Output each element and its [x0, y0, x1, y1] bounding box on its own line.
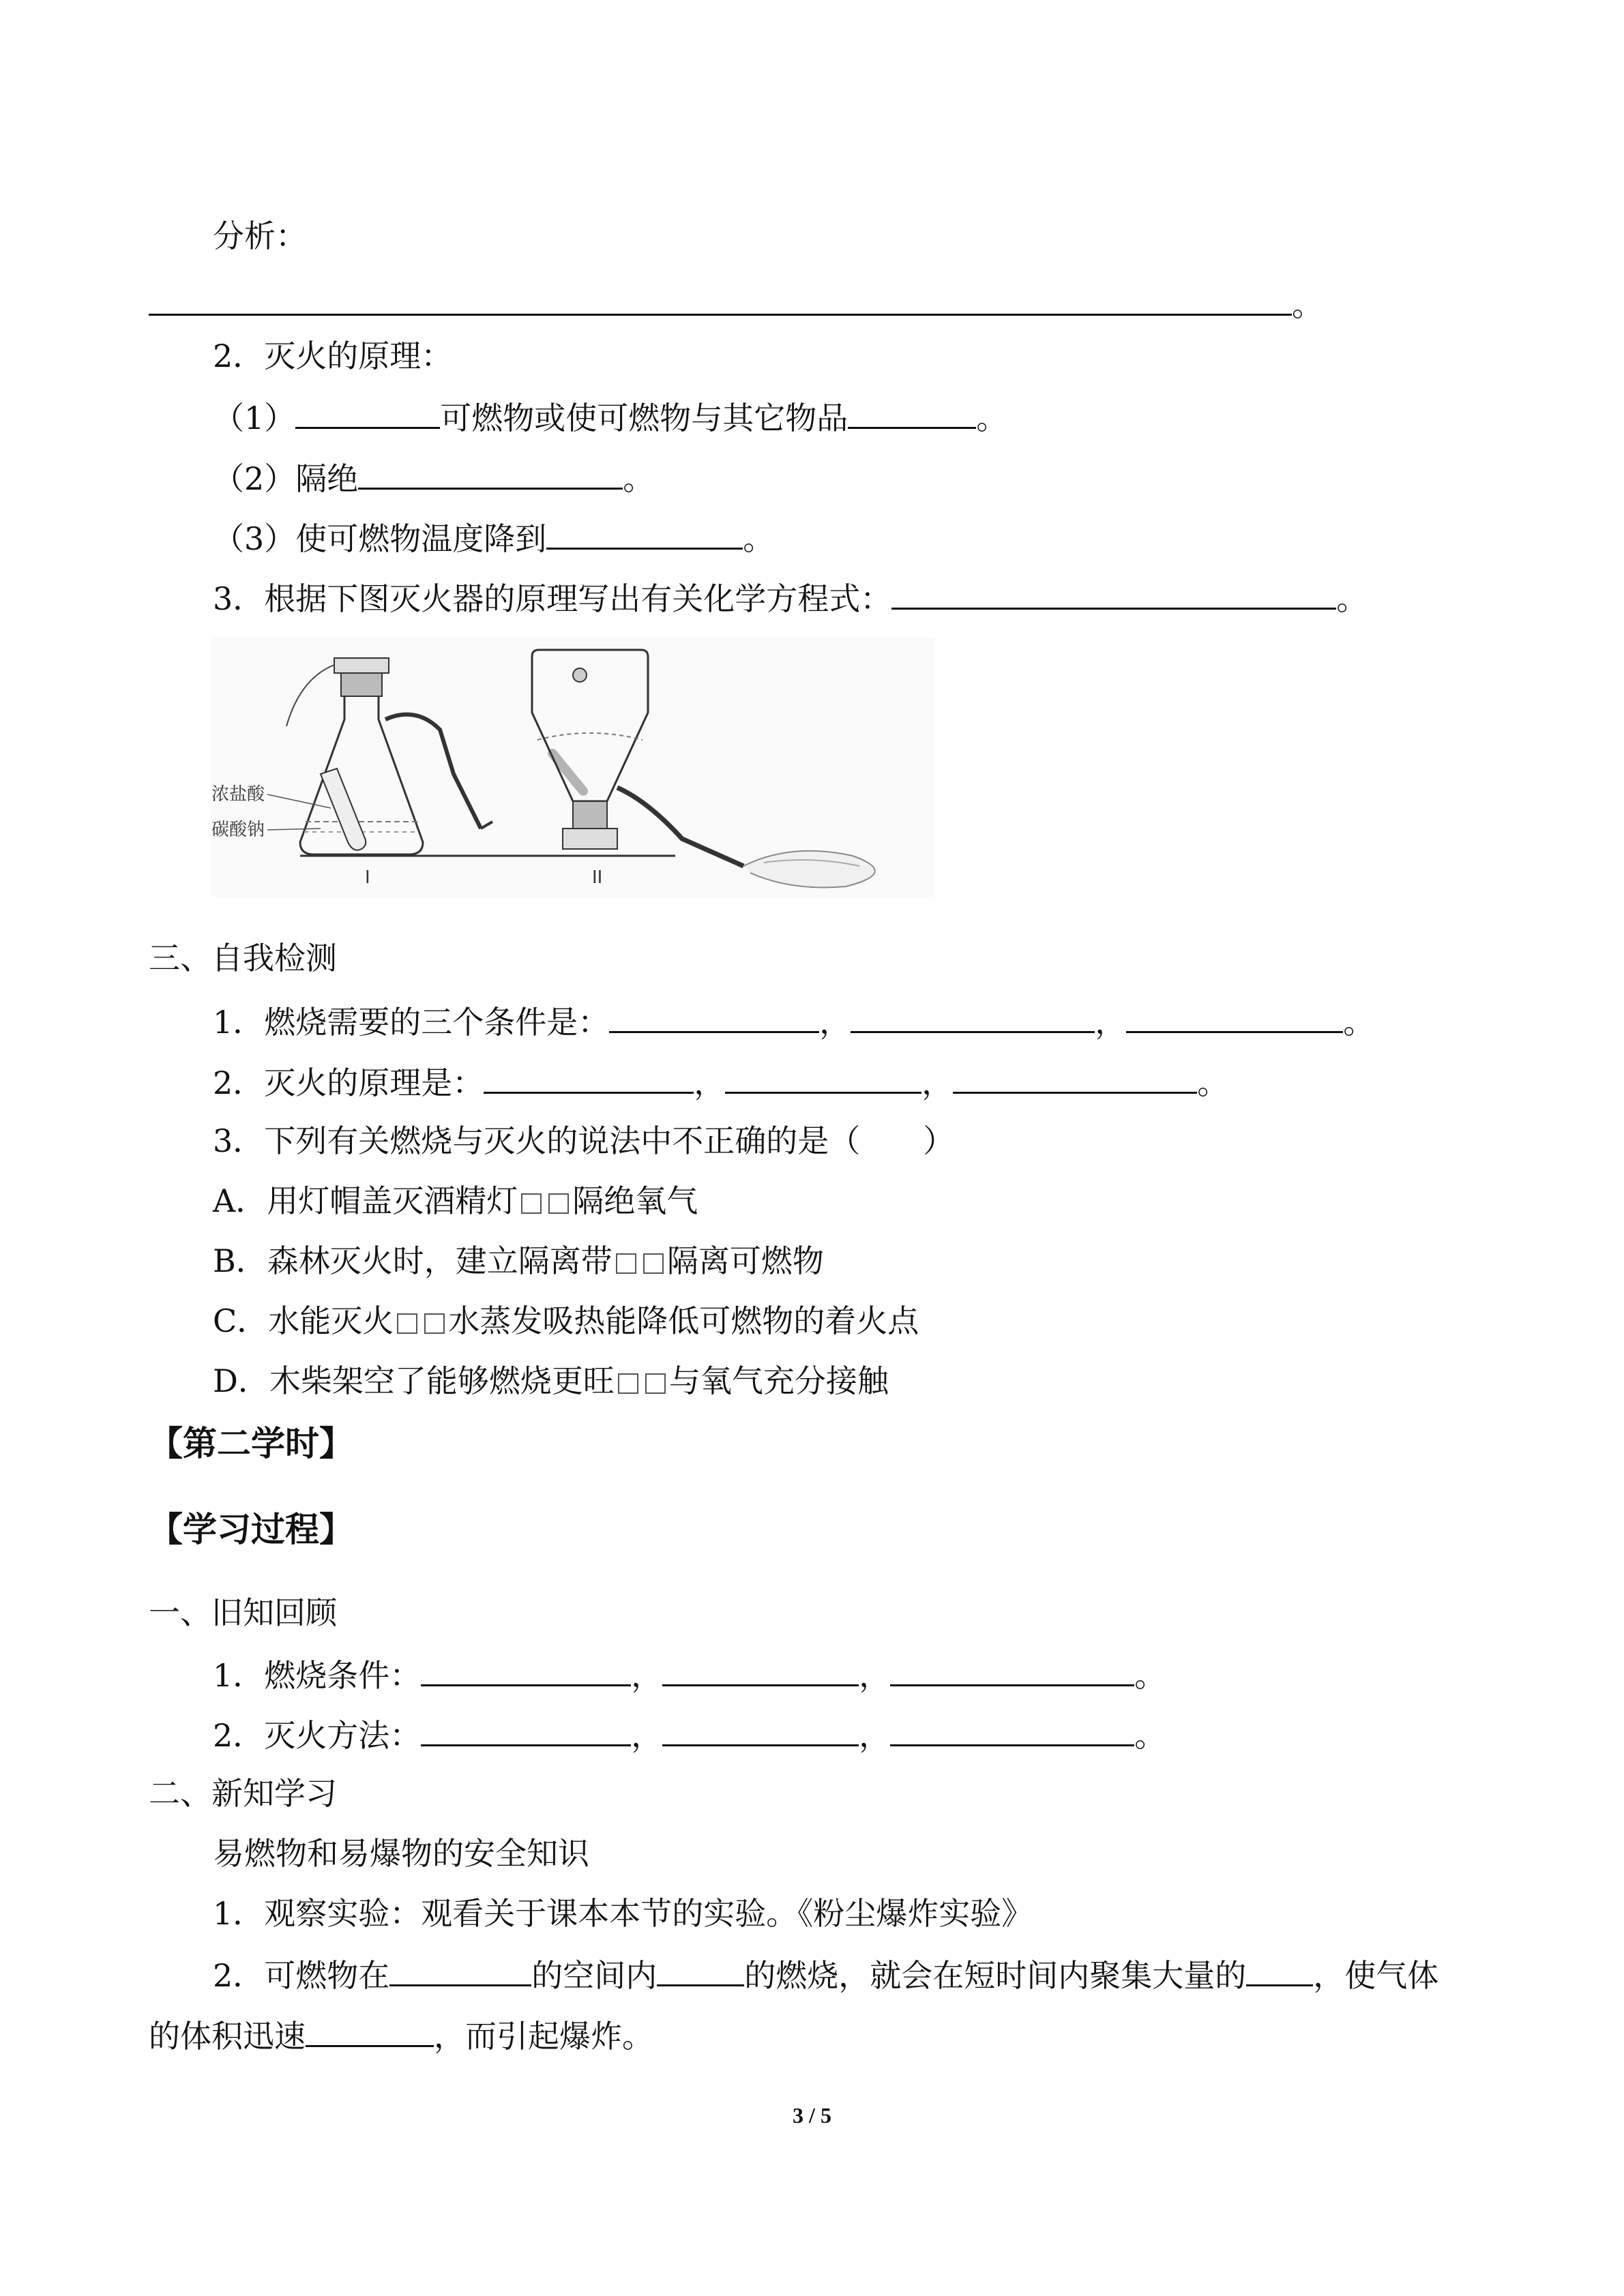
new-learning-q1: 1．观察实验：观看关于课本本节的实验。《粉尘爆炸实验》 — [213, 1895, 1033, 1932]
option-b: B．森林灭火时，建立隔离带 隔离可燃物 — [213, 1242, 824, 1279]
new-learning-q2-cont: 的体积迅速 ，而引起爆炸。 — [149, 2014, 653, 2057]
page-number: 3 / 5 — [793, 2103, 831, 2128]
answer-blank[interactable] — [149, 282, 1292, 316]
review-q1: 1．燃烧条件： ， ， 。 — [213, 1653, 1166, 1696]
answer-blank[interactable] — [891, 576, 1336, 610]
answer-blank[interactable] — [848, 396, 976, 429]
placeholder-box — [616, 1253, 636, 1274]
self-check-q3: 3．下列有关燃烧与灭火的说法中不正确的是（ ） — [213, 1122, 955, 1159]
label-apparatus-two: II — [592, 867, 603, 888]
analysis-answer-line: 。 — [149, 282, 1323, 325]
extinguisher-figure — [211, 638, 934, 897]
principle-item-3: （3）使可燃物温度降到 。 — [213, 516, 774, 559]
label-apparatus-one: I — [365, 867, 370, 888]
option-c: C．水能灭火 水蒸发吸热能降低可燃物的着火点 — [213, 1302, 919, 1339]
self-check-title: 三、自我检测 — [149, 940, 337, 976]
placeholder-box — [424, 1313, 445, 1334]
placeholder-box — [618, 1373, 638, 1394]
answer-blank[interactable] — [421, 1713, 631, 1746]
answer-blank[interactable] — [851, 1000, 1095, 1033]
new-learning-q2: 2．可燃物在 的空间内 的燃烧，就会在短时间内聚集大量的 ，使气体 — [213, 1953, 1438, 1996]
answer-blank[interactable] — [295, 396, 440, 429]
answer-blank[interactable] — [421, 1653, 631, 1686]
section-extinguish-principle: 2．灭火的原理： — [213, 338, 453, 374]
extinguisher-diagram — [211, 638, 934, 897]
answer-blank[interactable] — [609, 1000, 819, 1033]
label-sodium-carbonate: 碳酸钠 — [211, 820, 265, 840]
new-learning-subtitle: 易燃物和易爆物的安全知识 — [213, 1835, 589, 1872]
answer-blank[interactable] — [725, 1060, 921, 1094]
option-d: D．木柴架空了能够燃烧更旺 与氧气充分接触 — [213, 1362, 889, 1399]
self-check-q2: 2．灭火的原理是： ， ， 。 — [213, 1060, 1228, 1103]
answer-blank[interactable] — [546, 516, 743, 550]
answer-blank[interactable] — [358, 456, 623, 490]
review-q2: 2．灭火方法： ， ， 。 — [213, 1713, 1166, 1756]
answer-blank[interactable] — [1126, 1000, 1343, 1033]
placeholder-box — [397, 1313, 417, 1334]
principle-item-1: （1） 可燃物或使可燃物与其它物品 。 — [213, 396, 1007, 438]
answer-blank[interactable] — [662, 1713, 859, 1746]
answer-blank[interactable] — [306, 2014, 434, 2047]
placeholder-box — [643, 1253, 664, 1274]
answer-blank[interactable] — [484, 1060, 694, 1094]
analysis-label: 分析： — [213, 218, 307, 254]
heading-learning-process: 【学习过程】 — [149, 1510, 353, 1549]
answer-blank[interactable] — [1246, 1953, 1313, 1986]
heading-second-period: 【第二学时】 — [149, 1424, 353, 1463]
answer-blank[interactable] — [389, 1953, 531, 1986]
option-a: A．用灯帽盖灭酒精灯 隔绝氧气 — [213, 1182, 698, 1219]
label-hydrochloric-acid: 浓盐酸 — [211, 784, 265, 805]
new-learning-title: 二、新知学习 — [149, 1775, 337, 1812]
answer-blank[interactable] — [657, 1953, 744, 1986]
placeholder-box — [521, 1193, 542, 1214]
question-equation: 3．根据下图灭火器的原理写出有关化学方程式： 。 — [213, 576, 1368, 619]
answer-blank[interactable] — [662, 1653, 859, 1686]
principle-item-2: （2）隔绝 。 — [213, 456, 654, 499]
self-check-q1: 1．燃烧需要的三个条件是： ， ， 。 — [213, 1000, 1374, 1043]
answer-blank[interactable] — [890, 1653, 1134, 1686]
answer-blank[interactable] — [890, 1713, 1134, 1746]
placeholder-box — [645, 1373, 666, 1394]
answer-blank[interactable] — [953, 1060, 1197, 1094]
placeholder-box — [548, 1193, 569, 1214]
review-title: 一、旧知回顾 — [149, 1594, 337, 1631]
